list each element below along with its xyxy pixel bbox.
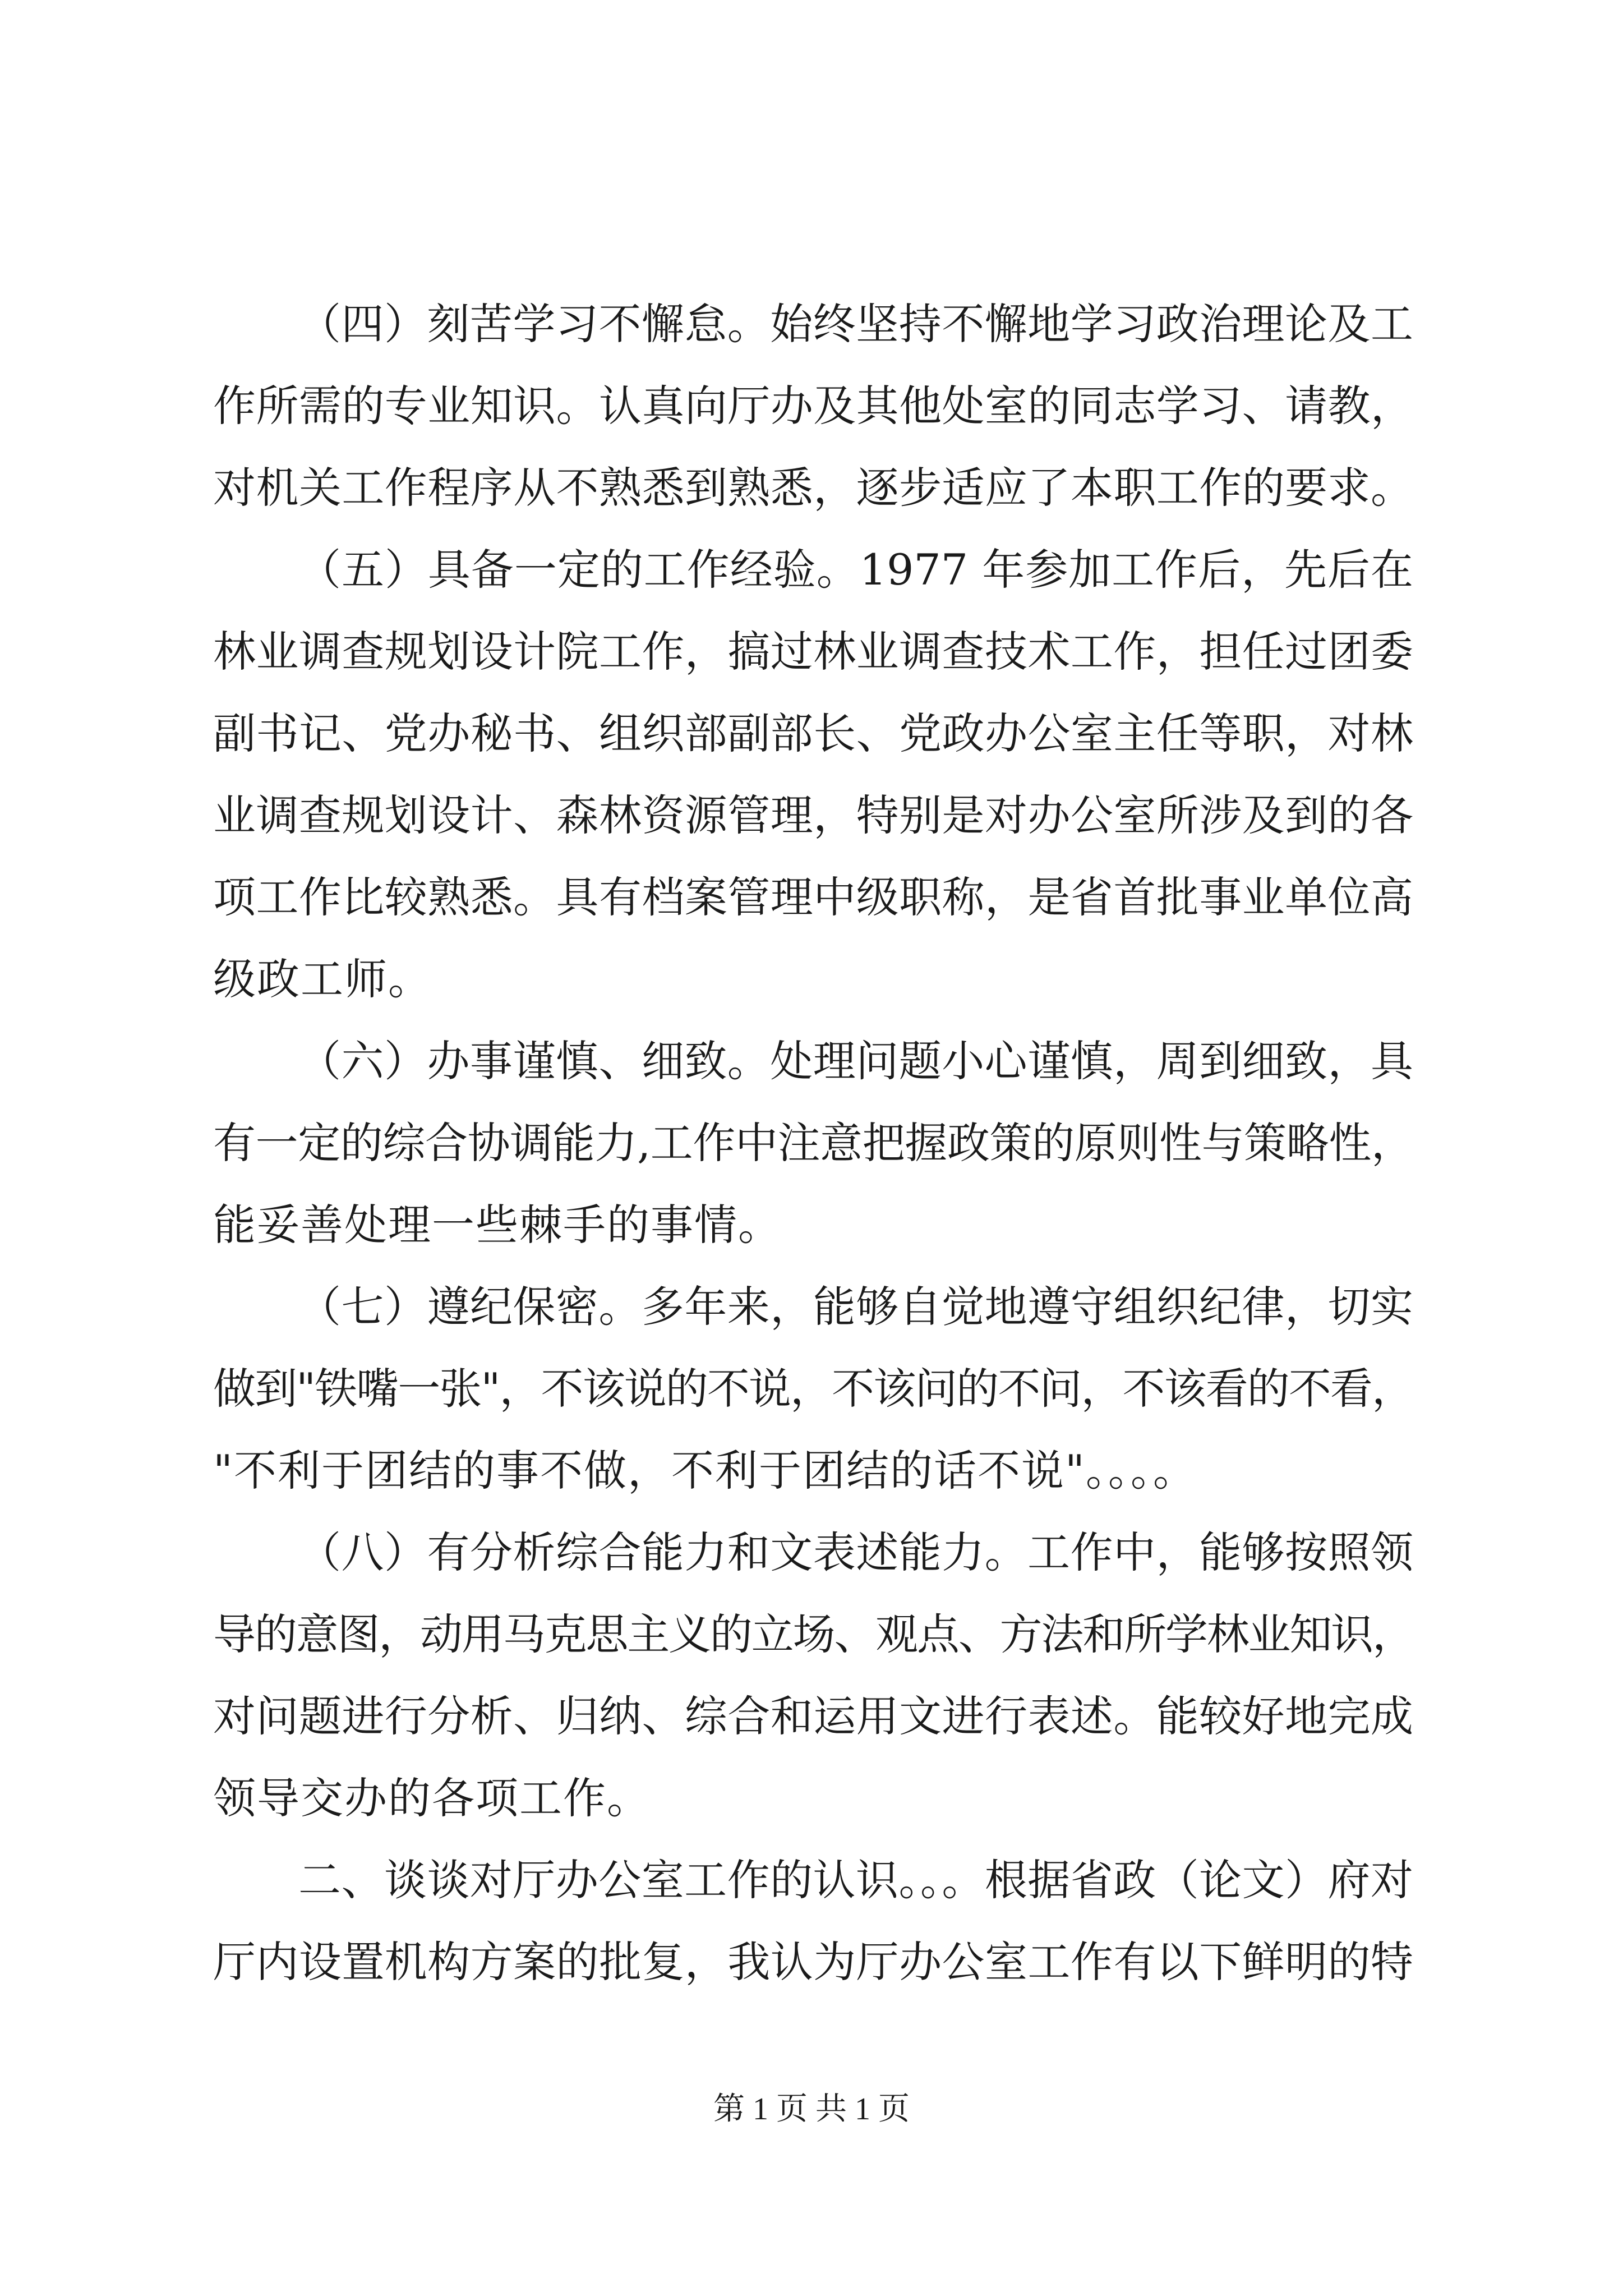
paragraph-line: 林业调查规划设计院工作，搞过林业调查技术工作，担任过团委 [213,627,1413,677]
paragraph-line: 做到"铁嘴一张"，不该说的不说，不该问的不问，不该看的不看， [213,1364,1413,1414]
paragraph-line: （四）刻苦学习不懈怠。始终坚持不懈地学习政治理论及工 [298,299,1413,349]
paragraph-line: 对机关工作程序从不熟悉到熟悉，逐步适应了本职工作的要求。 [213,463,1413,513]
paragraph-line: 二、谈谈对厅办公室工作的认识。。。根据省政（论文）府对 [298,1855,1413,1905]
paragraph-line: 有一定的综合协调能力,工作中注意把握政策的原则性与策略性， [213,1118,1413,1168]
paragraph-line: 导的意图，动用马克思主义的立场、观点、方法和所学林业知识， [213,1609,1413,1659]
paragraph-line: 业调查规划设计、森林资源管理，特别是对办公室所涉及到的各 [213,790,1413,840]
paragraph-line: 领导交办的各项工作。 [213,1773,651,1823]
paragraph-line: 项工作比较熟悉。具有档案管理中级职称，是省首批事业单位高 [213,872,1413,922]
paragraph-line: "不利于团结的事不做，不利于团结的话不说"。。。。 [213,1446,1197,1496]
paragraph-line: （八）有分析综合能力和文表述能力。工作中，能够按照领 [298,1527,1413,1577]
paragraph-line: 作所需的专业知识。认真向厅办及其他处室的同志学习、请教， [213,381,1413,431]
paragraph-line: 副书记、党办秘书、组织部副部长、党政办公室主任等职，对林 [213,708,1413,758]
document-body [213,283,1413,2003]
paragraph-line: 对问题进行分析、归纳、综合和运用文进行表述。能较好地完成 [213,1691,1413,1741]
paragraph-line: （六）办事谨慎、细致。处理问题小心谨慎，周到细致，具 [298,1036,1413,1086]
paragraph-line: （七）遵纪保密。多年来，能够自觉地遵守组织纪律，切实 [298,1282,1413,1332]
paragraph-line: 级政工师。 [213,954,432,1004]
paragraph-line: （五）具备一定的工作经验。1977 年参加工作后，先后在 [298,545,1413,595]
paragraph-line: 厅内设置机构方案的批复，我认为厅办公室工作有以下鲜明的特 [213,1937,1413,1987]
paragraph-line: 能妥善处理一些棘手的事情。 [213,1200,782,1250]
page-number-footer: 第 1 页 共 1 页 [713,2092,910,2127]
